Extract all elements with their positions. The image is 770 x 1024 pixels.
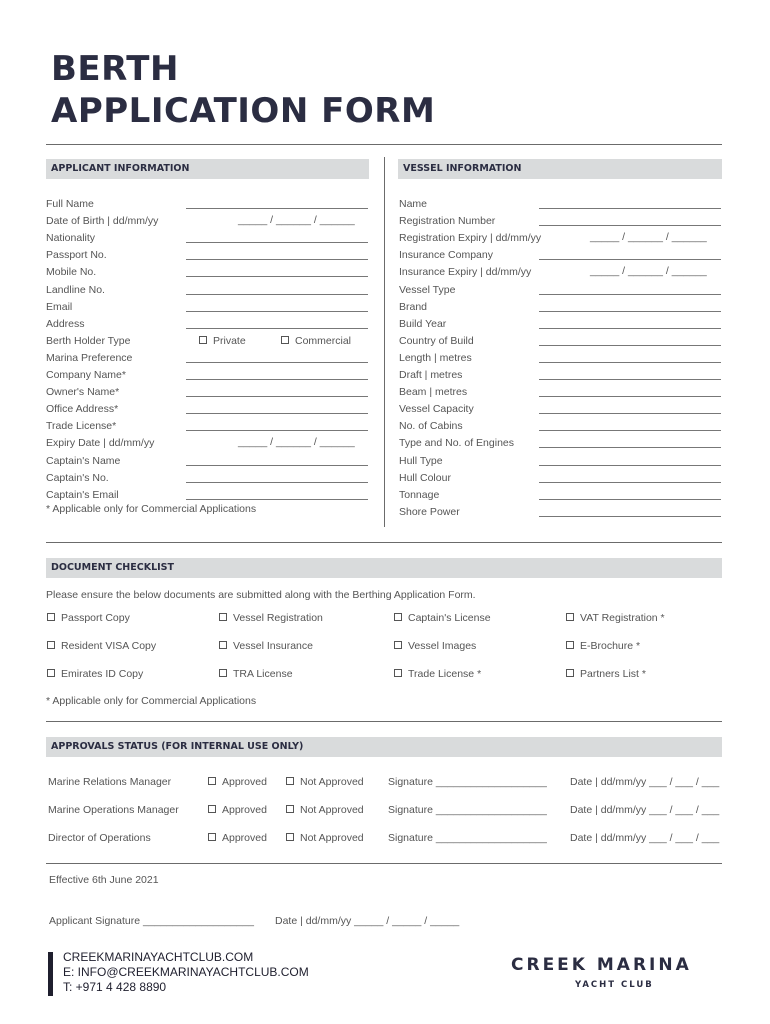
applicant-note: * Applicable only for Commercial Applications xyxy=(46,503,257,515)
effective-date: Effective 6th June 2021 xyxy=(49,874,159,886)
date-label: Date | dd/mm/yy ___ / ___ / ___ xyxy=(570,832,720,844)
date-label: Date | dd/mm/yy ___ / ___ / ___ xyxy=(570,804,720,816)
vessel-field-label: Tonnage xyxy=(399,489,440,501)
applicant-field-label: Owner's Name* xyxy=(46,386,120,398)
approver-role: Marine Relations Manager xyxy=(48,776,172,788)
not-approved-option[interactable] xyxy=(286,804,364,816)
checklist-item-label: Vessel Images xyxy=(408,640,477,652)
text-input-line[interactable] xyxy=(539,499,721,500)
text-input-line[interactable] xyxy=(539,311,721,312)
applicant-field-label: Office Address* xyxy=(46,403,119,415)
checklist-item[interactable] xyxy=(566,612,665,624)
text-input-line[interactable] xyxy=(539,413,721,414)
checklist-item-label: Vessel Registration xyxy=(233,612,323,624)
signature-field[interactable] xyxy=(388,832,547,844)
vessel-field-label: Shore Power xyxy=(399,506,460,518)
checklist-intro: Please ensure the below documents are submitted along with the Berthing Application Form. xyxy=(46,589,476,601)
page-title xyxy=(51,48,435,132)
checkbox-icon[interactable] xyxy=(286,805,294,813)
footer-phone[interactable]: T: +971 4 428 8890 xyxy=(63,980,167,994)
checklist-item-label: E-Brochure * xyxy=(580,640,641,652)
applicant-field-label: Passport No. xyxy=(46,249,107,261)
applicant-field-label: Nationality xyxy=(46,232,96,244)
checkbox-icon[interactable] xyxy=(394,669,402,677)
divider xyxy=(46,863,722,864)
checkbox-icon[interactable] xyxy=(47,641,55,649)
holder-type-private[interactable] xyxy=(199,335,246,347)
text-input-line[interactable] xyxy=(539,396,721,397)
approved-label: Approved xyxy=(222,804,267,816)
date-input[interactable]: _____ / ______ / ______ xyxy=(590,265,707,277)
text-input-line[interactable] xyxy=(186,396,368,397)
checkbox-icon[interactable] xyxy=(566,613,574,621)
text-input-line[interactable] xyxy=(186,208,368,209)
vessel-field-label: Brand xyxy=(399,301,428,313)
applicant-field-label: Mobile No. xyxy=(46,266,97,278)
checkbox-icon[interactable] xyxy=(286,833,294,841)
applicant-field-label: Date of Birth | dd/mm/yy xyxy=(46,215,159,227)
applicant-signature-field[interactable]: Applicant Signature ___________________ xyxy=(49,915,254,927)
vessel-field-label: Beam | metres xyxy=(399,386,468,398)
approval-date-field[interactable] xyxy=(570,776,719,788)
not-approved-label: Not Approved xyxy=(300,776,364,788)
divider xyxy=(46,721,722,722)
footer-accent-bar xyxy=(48,952,53,996)
checkbox-icon[interactable] xyxy=(566,641,574,649)
title-line-1: BERTH xyxy=(51,49,179,89)
applicant-field-label: Trade License* xyxy=(46,420,117,432)
vessel-field-label: Name xyxy=(399,198,428,210)
divider xyxy=(46,542,722,543)
checklist-item-label: Vessel Insurance xyxy=(233,640,313,652)
approver-role: Marine Operations Manager xyxy=(48,804,179,816)
approved-label: Approved xyxy=(222,776,267,788)
logo-sub: YACHT CLUB xyxy=(575,980,654,990)
vessel-header: VESSEL INFORMATION xyxy=(398,159,722,179)
text-input-line[interactable] xyxy=(186,259,368,260)
checkbox-icon[interactable] xyxy=(286,777,294,785)
text-input-line[interactable] xyxy=(186,276,368,277)
text-input-line[interactable] xyxy=(539,465,721,466)
vessel-field-label: Country of Build xyxy=(399,335,474,347)
checkbox-icon[interactable] xyxy=(281,336,289,344)
vessel-field-label: Type and No. of Engines xyxy=(399,437,514,449)
checkbox-icon[interactable] xyxy=(47,613,55,621)
signature-label: Signature ___________________ xyxy=(388,776,547,788)
checklist-item-label: Emirates ID Copy xyxy=(61,668,144,680)
text-input-line[interactable] xyxy=(539,345,721,346)
checklist-item[interactable] xyxy=(394,640,476,652)
text-input-line[interactable] xyxy=(539,430,721,431)
date-input[interactable]: _____ / ______ / ______ xyxy=(238,436,355,448)
text-input-line[interactable] xyxy=(186,413,368,414)
holder-private-label: Private xyxy=(213,335,246,347)
checklist-item-label: Passport Copy xyxy=(61,612,130,624)
approved-option[interactable] xyxy=(208,776,267,788)
not-approved-label: Not Approved xyxy=(300,804,364,816)
logo-main: CREEK MARINA xyxy=(511,955,692,975)
text-input-line[interactable] xyxy=(186,362,368,363)
text-input-line[interactable] xyxy=(539,259,721,260)
approvals-header: APPROVALS STATUS (FOR INTERNAL USE ONLY) xyxy=(46,737,722,757)
text-input-line[interactable] xyxy=(186,242,368,243)
vessel-field-label: Build Year xyxy=(399,318,447,330)
column-divider xyxy=(384,157,385,527)
checkbox-icon[interactable] xyxy=(219,613,227,621)
text-input-line[interactable] xyxy=(539,516,721,517)
signature-field[interactable] xyxy=(388,804,547,816)
text-input-line[interactable] xyxy=(539,294,721,295)
approved-label: Approved xyxy=(222,832,267,844)
approved-option[interactable] xyxy=(208,832,267,844)
checklist-item[interactable] xyxy=(394,668,481,680)
approver-role: Director of Operations xyxy=(48,832,151,844)
approval-date-field[interactable] xyxy=(570,804,719,816)
text-input-line[interactable] xyxy=(186,482,368,483)
checkbox-icon[interactable] xyxy=(208,805,216,813)
applicant-field-label: Captain's No. xyxy=(46,472,109,484)
text-input-line[interactable] xyxy=(539,208,721,209)
checklist-item-label: Trade License * xyxy=(408,668,482,680)
approval-date-field[interactable] xyxy=(570,832,719,844)
vessel-field-label: Length | metres xyxy=(399,352,472,364)
signature-field[interactable] xyxy=(388,776,547,788)
applicant-field-label: Company Name* xyxy=(46,369,126,381)
text-input-line[interactable] xyxy=(539,482,721,483)
applicant-field-label: Captain's Email xyxy=(46,489,119,501)
checklist-header: DOCUMENT CHECKLIST xyxy=(46,558,722,578)
text-input-line[interactable] xyxy=(539,379,721,380)
approval-row-label xyxy=(48,804,179,816)
not-approved-label: Not Approved xyxy=(300,832,364,844)
applicant-field-label: Full Name xyxy=(46,198,94,210)
text-input-line[interactable] xyxy=(186,379,368,380)
checkbox-icon[interactable] xyxy=(394,613,402,621)
applicant-field-label: Address xyxy=(46,318,85,330)
vessel-field-label: No. of Cabins xyxy=(399,420,463,432)
applicant-header: APPLICANT INFORMATION xyxy=(46,159,369,179)
holder-type-commercial[interactable] xyxy=(281,335,351,347)
checklist-item-label: VAT Registration * xyxy=(580,612,665,624)
signature-label: Signature ___________________ xyxy=(388,804,547,816)
vessel-field-label: Vessel Capacity xyxy=(399,403,474,415)
text-input-line[interactable] xyxy=(186,311,368,312)
checkbox-icon[interactable] xyxy=(566,669,574,677)
checklist-item[interactable] xyxy=(219,668,293,680)
text-input-line[interactable] xyxy=(539,447,721,448)
text-input-line[interactable] xyxy=(186,430,368,431)
vessel-field-label: Insurance Company xyxy=(399,249,493,261)
date-input[interactable]: _____ / ______ / ______ xyxy=(590,231,707,243)
text-input-line[interactable] xyxy=(186,465,368,466)
vessel-field-label: Registration Number xyxy=(399,215,496,227)
footer-website[interactable]: CREEKMARINAYACHTCLUB.COM xyxy=(63,950,254,964)
vessel-field-label: Registration Expiry | dd/mm/yy xyxy=(399,232,542,244)
vessel-field-label: Hull Type xyxy=(399,455,443,467)
checklist-item-label: Captain's License xyxy=(408,612,491,624)
vessel-field-label: Draft | metres xyxy=(399,369,463,381)
applicant-field-label: Berth Holder Type xyxy=(46,335,131,347)
checkbox-icon[interactable] xyxy=(219,669,227,677)
footer-contact xyxy=(63,950,309,995)
checkbox-icon[interactable] xyxy=(208,833,216,841)
checkbox-icon[interactable] xyxy=(47,669,55,677)
checklist-item-label: TRA License xyxy=(233,668,293,680)
holder-commercial-label: Commercial xyxy=(295,335,352,347)
checklist-item[interactable] xyxy=(219,640,313,652)
signature-label: Signature ___________________ xyxy=(388,832,547,844)
applicant-field-label: Expiry Date | dd/mm/yy xyxy=(46,437,155,449)
checkbox-icon[interactable] xyxy=(219,641,227,649)
checklist-item-label: Resident VISA Copy xyxy=(61,640,157,652)
text-input-line[interactable] xyxy=(186,328,368,329)
approval-row-label xyxy=(48,776,171,788)
text-input-line[interactable] xyxy=(186,294,368,295)
footer-email[interactable]: E: INFO@CREEKMARINAYACHTCLUB.COM xyxy=(63,965,309,979)
divider xyxy=(46,144,722,145)
text-input-line[interactable] xyxy=(186,499,368,500)
checklist-item[interactable] xyxy=(47,640,156,652)
applicant-field-label: Landline No. xyxy=(46,284,105,296)
checklist-item[interactable] xyxy=(566,668,646,680)
approved-option[interactable] xyxy=(208,804,267,816)
checkbox-icon[interactable] xyxy=(199,336,207,344)
checklist-item[interactable] xyxy=(394,612,491,624)
checklist-item[interactable] xyxy=(566,640,640,652)
vessel-field-label: Insurance Expiry | dd/mm/yy xyxy=(399,266,532,278)
checklist-note: * Applicable only for Commercial Applications xyxy=(46,695,257,707)
vessel-field-label: Vessel Type xyxy=(399,284,456,296)
applicant-field-label: Marina Preference xyxy=(46,352,133,364)
applicant-field-label: Email xyxy=(46,301,73,313)
text-input-line[interactable] xyxy=(539,362,721,363)
date-label: Date | dd/mm/yy ___ / ___ / ___ xyxy=(570,776,720,788)
text-input-line[interactable] xyxy=(539,225,721,226)
text-input-line[interactable] xyxy=(539,328,721,329)
title-line-2: APPLICATION FORM xyxy=(51,91,436,131)
checklist-item[interactable] xyxy=(219,612,323,624)
checklist-item[interactable] xyxy=(47,668,143,680)
applicant-field-label: Captain's Name xyxy=(46,455,121,467)
checkbox-icon[interactable] xyxy=(394,641,402,649)
not-approved-option[interactable] xyxy=(286,776,364,788)
approval-row-label xyxy=(48,832,151,844)
checklist-item-label: Partners List * xyxy=(580,668,646,680)
checklist-item[interactable] xyxy=(47,612,130,624)
date-input[interactable]: _____ / ______ / ______ xyxy=(238,214,355,226)
applicant-date-field[interactable]: Date | dd/mm/yy _____ / _____ / _____ xyxy=(275,915,460,927)
vessel-field-label: Hull Colour xyxy=(399,472,451,484)
not-approved-option[interactable] xyxy=(286,832,364,844)
checkbox-icon[interactable] xyxy=(208,777,216,785)
